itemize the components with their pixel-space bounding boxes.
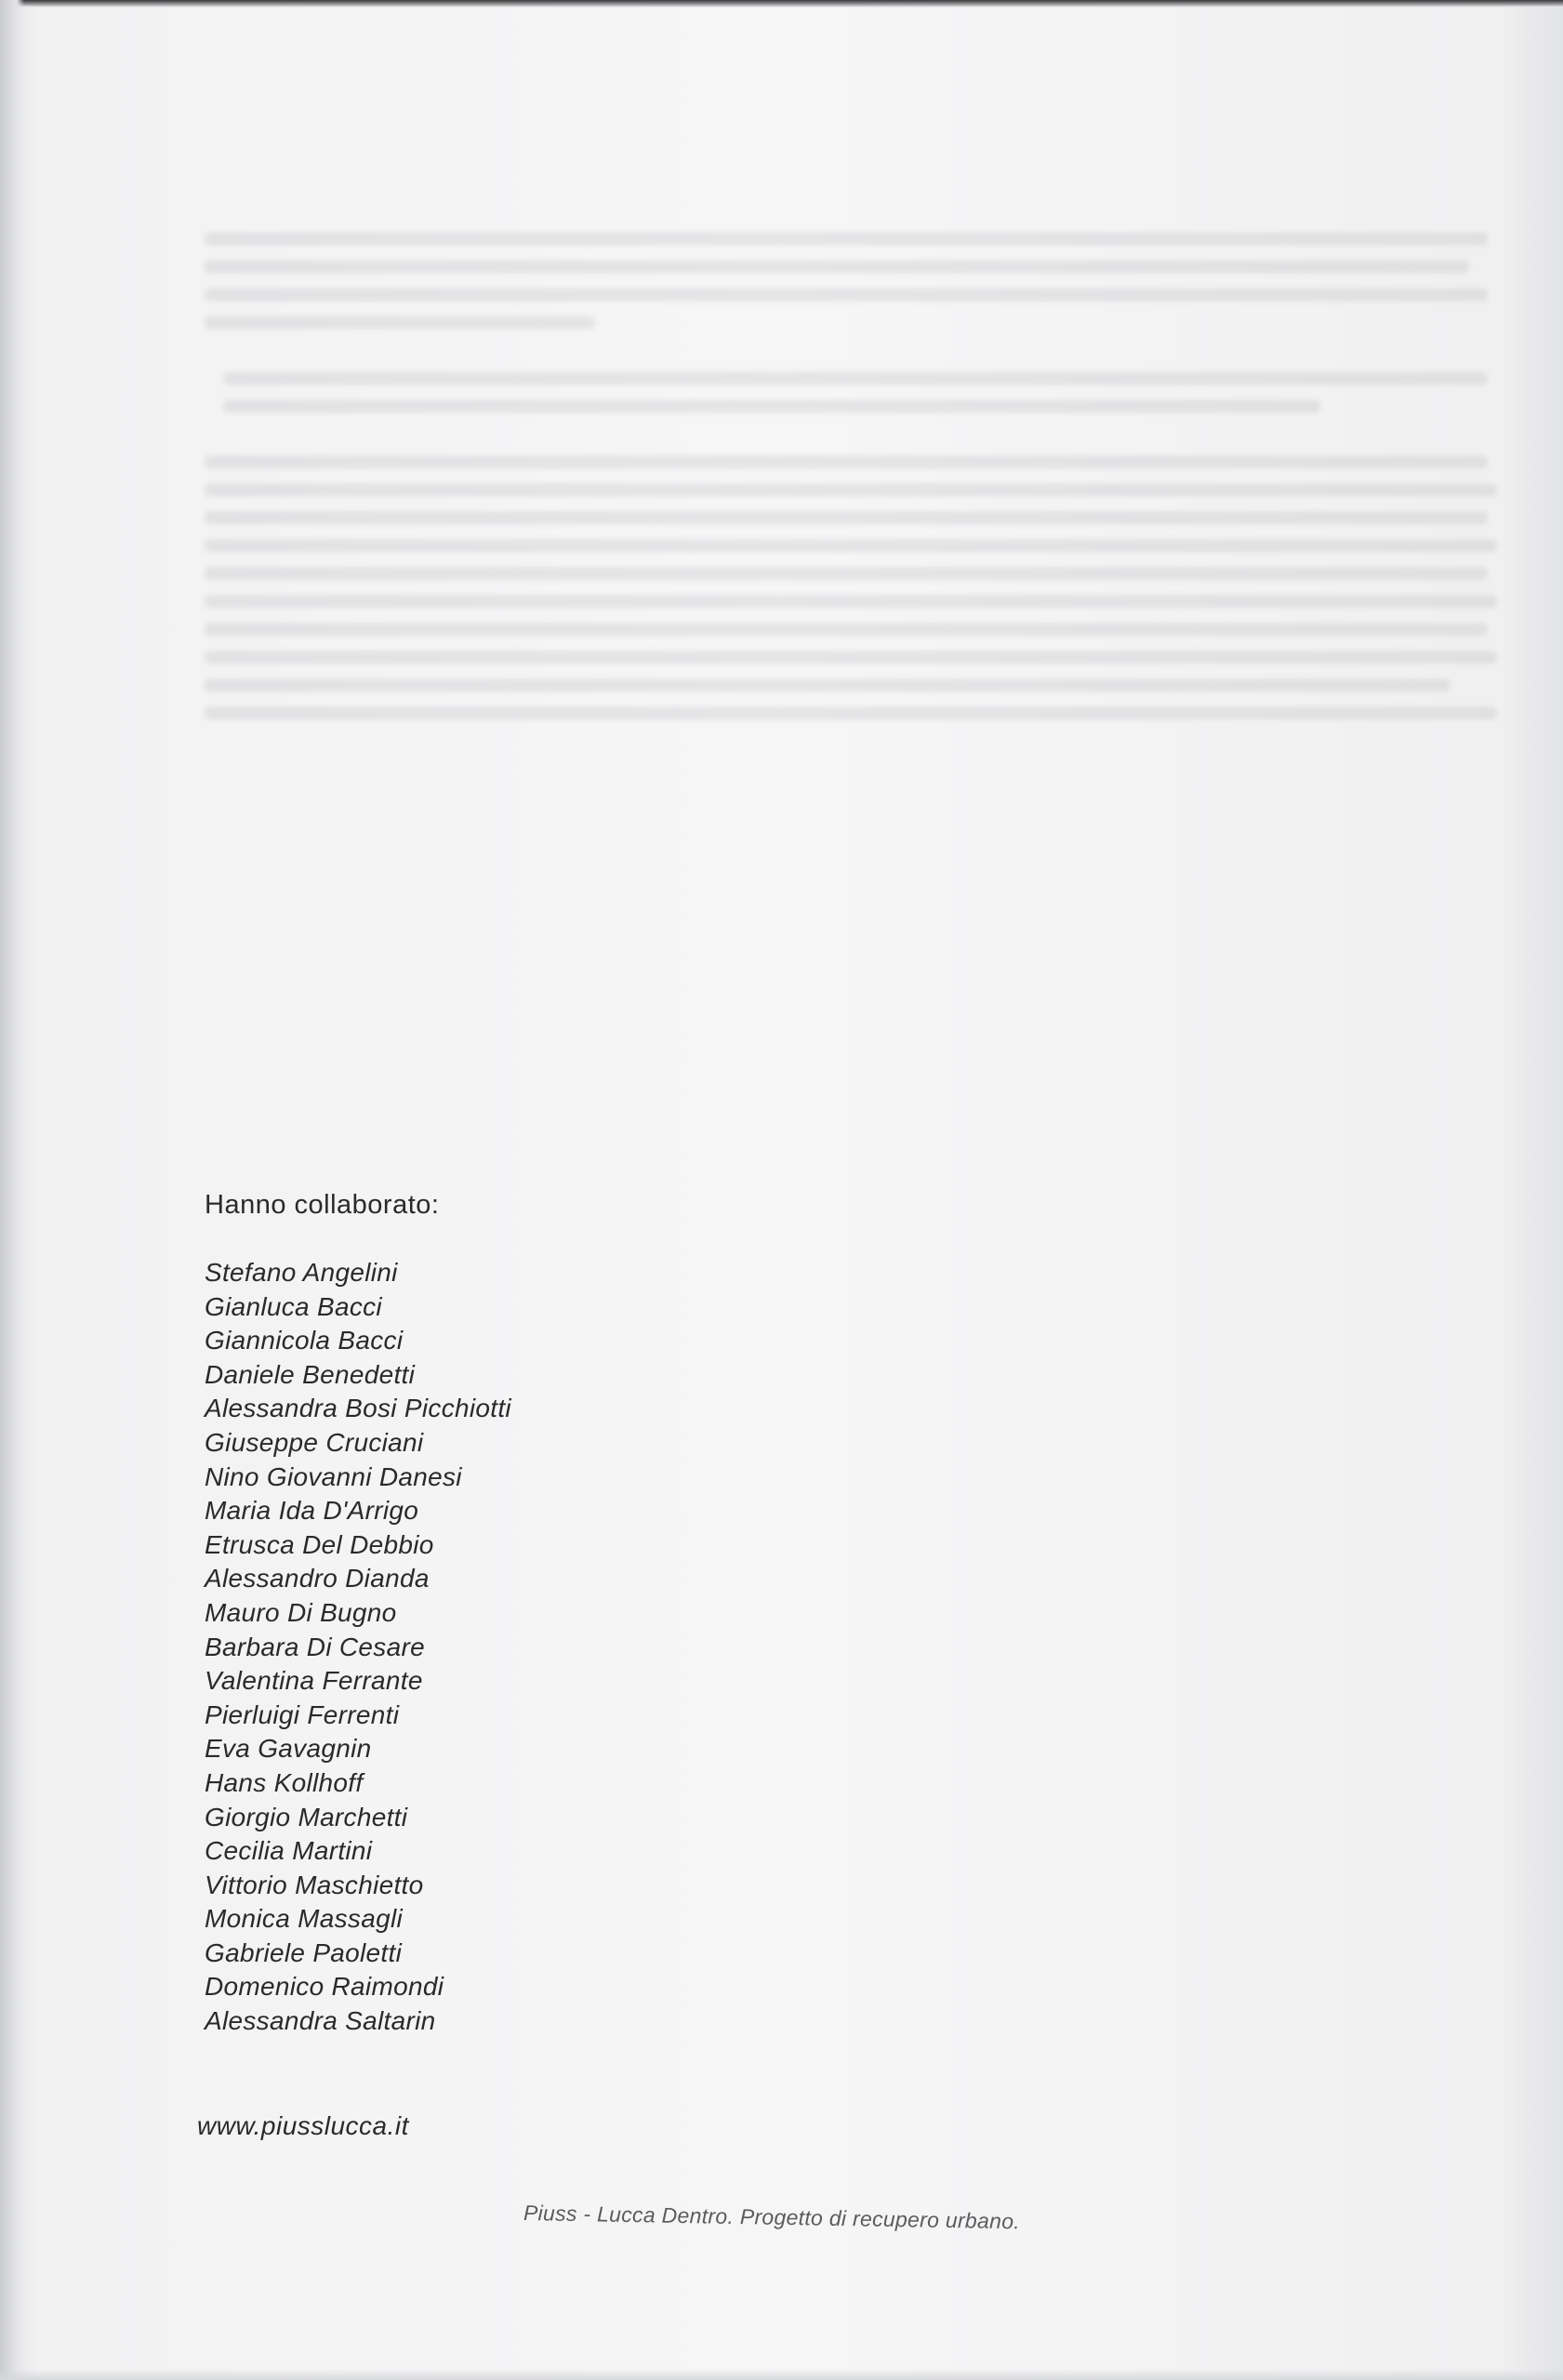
contributors-list: [205, 1256, 511, 2039]
contributor-name: Alessandro Dianda: [205, 1564, 430, 1593]
contributor-name: Barbara Di Cesare: [205, 1632, 425, 1661]
contributor-name: Nino Giovanni Danesi: [205, 1461, 462, 1491]
website-url[interactable]: www.piusslucca.it: [197, 2111, 409, 2140]
contributor-name: Giannicola Bacci: [205, 1326, 404, 1355]
contributor-name: Monica Massagli: [205, 1904, 404, 1934]
contributor-name: Domenico Raimondi: [205, 1972, 444, 2002]
contributor-name: Alessandra Bosi Picchiotti: [205, 1394, 511, 1423]
contributor-name: Alessandra Saltarin: [205, 2006, 436, 2036]
contributor-name: Stefano Angelini: [205, 1258, 398, 1287]
show-through-text: [205, 232, 1506, 902]
page-left-edge: [0, 0, 24, 2380]
contributor-name: Gabriele Paoletti: [205, 1937, 403, 1967]
contributor-name: Pierluigi Ferrenti: [205, 1699, 400, 1729]
contributor-name: Maria Ida D'Arrigo: [205, 1496, 419, 1526]
contributor-name: Etrusca Del Debbio: [205, 1529, 434, 1559]
credits-heading: Hanno collaborato:: [205, 1190, 440, 1220]
page-top-edge: [0, 0, 1563, 7]
contributor-name: Daniele Benedetti: [205, 1359, 416, 1389]
contributor-name: Eva Gavagnin: [205, 1734, 372, 1764]
contributor-name: Gianluca Bacci: [205, 1291, 382, 1321]
page-footer: Piuss - Lucca Dentro. Progetto di recupero urbano.: [523, 2201, 1021, 2234]
contributor-name: Giuseppe Cruciani: [205, 1427, 424, 1457]
contributor-name: Vittorio Maschietto: [205, 1870, 424, 1899]
contributor-name: Valentina Ferrante: [205, 1666, 423, 1696]
contributor-name: Giorgio Marchetti: [205, 1802, 408, 1831]
contributor-name: Mauro Di Bugno: [205, 1597, 397, 1627]
credits-block: [205, 1190, 511, 2039]
contributor-name: Cecilia Martini: [205, 1836, 373, 1866]
page-bottom-edge: [0, 2369, 1563, 2380]
contributor-name: Hans Kollhoff: [205, 1767, 364, 1797]
